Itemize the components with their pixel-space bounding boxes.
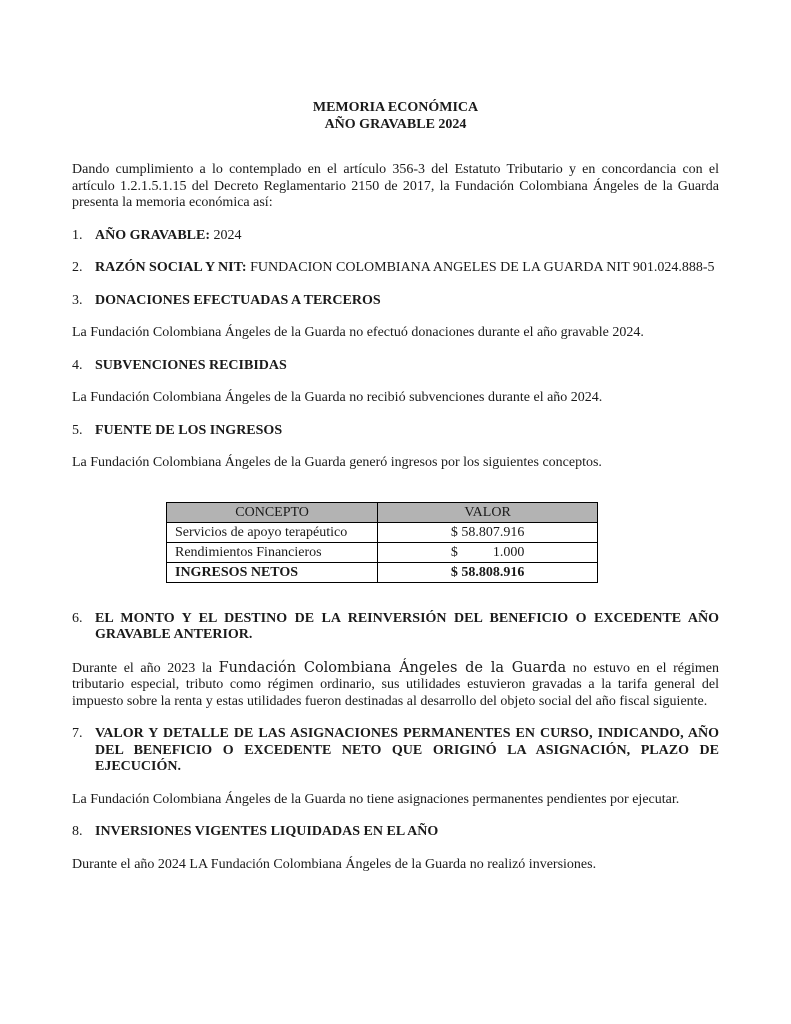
item-heading: INVERSIONES VIGENTES LIQUIDADAS EN EL AÑO <box>95 824 439 839</box>
item-number: 2. <box>72 260 83 275</box>
item-7-paragraph: La Fundación Colombiana Ángeles de la Guarda no tiene asignaciones permanentes pendientes por ejecutar. <box>72 791 680 807</box>
item-heading: SUBVENCIONES RECIBIDAS <box>95 357 287 373</box>
section-item-5 <box>72 423 719 440</box>
item-number: 3. <box>72 292 83 308</box>
section-item-1 <box>72 228 719 245</box>
table-row <box>167 542 598 562</box>
cell-valor: $ 58.808.916 <box>378 562 598 582</box>
item-heading: RAZÓN SOCIAL Y NIT: <box>95 260 247 275</box>
item-heading: VALOR Y DETALLE DE LAS ASIGNACIONES PERMANENTES EN CURSO, INDICANDO, AÑO DEL BENEFICIO O EXCEDENTE NETO QUE ORIGINÓ LA ASIGNACIÓN, PLAZO DE EJECUCIÓN. <box>95 726 719 774</box>
item-3-paragraph: La Fundación Colombiana Ángeles de la Guarda no efectuó donaciones durante el año gravable 2024. <box>72 325 644 340</box>
item-value: FUNDACION COLOMBIANA ANGELES DE LA GUARDA NIT 901.024.888-5 <box>246 260 715 275</box>
cell-valor: $ 58.807.916 <box>378 522 598 542</box>
item-8-paragraph: Durante el año 2024 LA Fundación Colombiana Ángeles de la Guarda no realizó inversiones. <box>72 856 597 872</box>
item-number: 4. <box>72 357 83 373</box>
cell-concepto: Servicios de apoyo terapéutico <box>167 522 378 542</box>
foundation-name: Fundación Colombiana Ángeles de la Guarda <box>218 659 567 676</box>
header-cell-valor: VALOR <box>378 502 598 522</box>
title-line-2: AÑO GRAVABLE 2024 <box>324 116 467 132</box>
item-heading: FUENTE DE LOS INGRESOS <box>95 422 283 438</box>
item-6-paragraph <box>72 660 719 711</box>
item-4-paragraph: La Fundación Colombiana Ángeles de la Guarda no recibió subvenciones durante el año 2024. <box>72 390 603 405</box>
table-row-total <box>167 562 598 582</box>
intro-paragraph: Dando cumplimiento a lo contemplado en el artículo 356-3 del Estatuto Tributario y en concordancia con el artículo 1.2.1.5.1.15 del Decreto Reglamentario 2150 de 2017, la Fundación Colombiana Ángeles de la Guarda presenta la memoria económica así: <box>72 162 719 210</box>
paragraph-text: no estuvo en el régimen tributario especial, tributo como régimen ordinario, sus utilidades estuvieron gravadas a la tarifa general del impuesto sobre la renta y estas utilidades fueron destinadas al desarrollo del objeto social del año fiscal siguiente. <box>72 660 719 709</box>
table-header-row <box>167 502 598 522</box>
document-title <box>72 100 719 133</box>
cell-valor: $ 1.000 <box>378 542 598 562</box>
section-item-8 <box>72 824 719 841</box>
section-item-3 <box>72 293 719 310</box>
item-heading: EL MONTO Y EL DESTINO DE LA REINVERSIÓN DEL BENEFICIO O EXCEDENTE AÑO GRAVABLE ANTERIOR. <box>95 610 719 642</box>
item-number: 1. <box>72 227 83 243</box>
section-item-4 <box>72 358 719 375</box>
cell-concepto: Rendimientos Financieros <box>167 542 378 562</box>
item-5-paragraph: La Fundación Colombiana Ángeles de la Guarda generó ingresos por los siguientes conceptos. <box>72 455 602 470</box>
item-number: 5. <box>72 422 83 438</box>
paragraph-text: Durante el año 2023 la <box>72 660 219 676</box>
item-heading: AÑO GRAVABLE: <box>95 227 211 243</box>
cell-concepto: INGRESOS NETOS <box>167 562 378 582</box>
section-item-2 <box>72 260 719 277</box>
table-row <box>167 522 598 542</box>
section-item-7 <box>72 726 719 776</box>
title-line-1: MEMORIA ECONÓMICA <box>312 100 479 115</box>
item-value: 2024 <box>210 227 242 243</box>
header-cell-concepto: CONCEPTO <box>167 502 378 522</box>
item-number: 7. <box>72 726 83 741</box>
item-heading: DONACIONES EFECTUADAS A TERCEROS <box>95 292 381 308</box>
income-table <box>166 502 598 583</box>
section-item-6 <box>72 611 719 644</box>
item-number: 8. <box>72 824 83 839</box>
item-number: 6. <box>72 610 83 626</box>
